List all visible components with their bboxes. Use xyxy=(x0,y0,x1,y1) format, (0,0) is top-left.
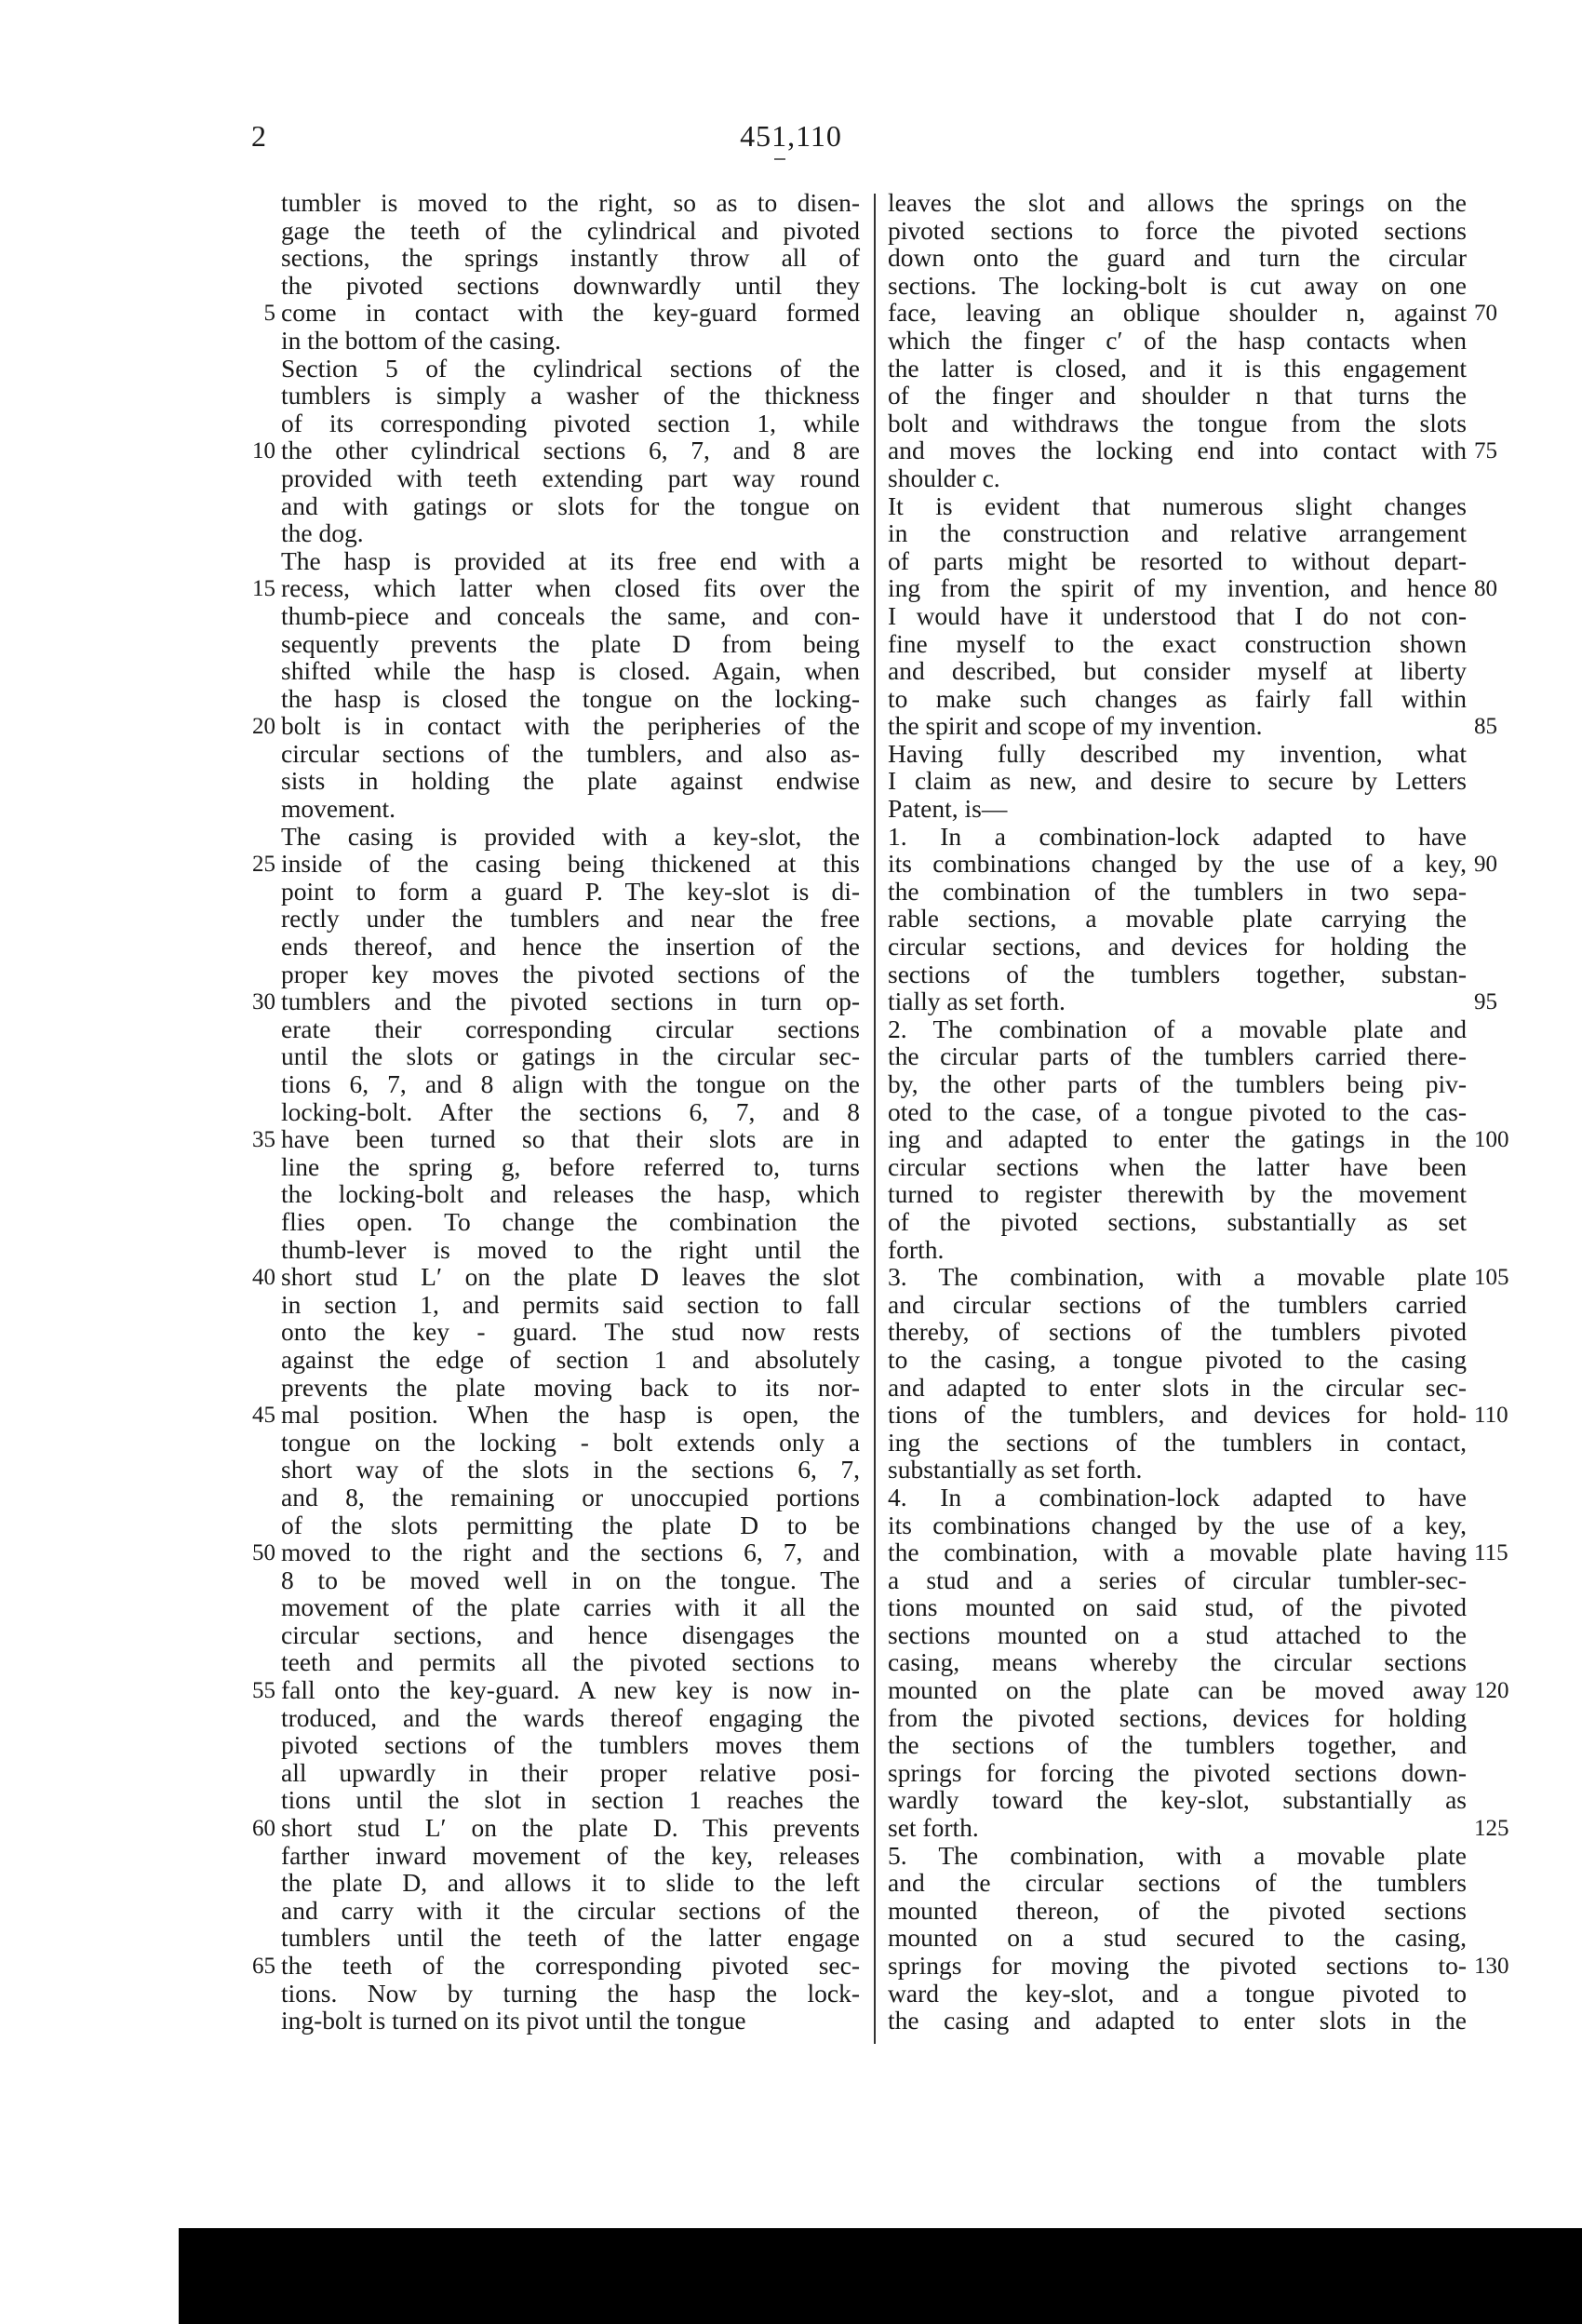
line-number: 110 xyxy=(1474,1403,1508,1429)
line-number: 105 xyxy=(1474,1265,1509,1291)
text-line: moved to the right and the sections 6, 7, and xyxy=(281,1538,860,1567)
text-line: leaves the slot and allows the springs on the xyxy=(888,188,1467,217)
text-line: have been turned so that their slots are in xyxy=(281,1124,860,1154)
text-line: Having fully described my invention, what xyxy=(888,738,1467,768)
line-number: 20 xyxy=(252,714,275,740)
text-line: erate their corresponding circular sections xyxy=(281,1014,860,1043)
text-line: in section 1, and permits said section to fall xyxy=(281,1289,860,1319)
text-line: 3. The combination, with a movable plate xyxy=(888,1262,1467,1292)
line-number: 50 xyxy=(252,1540,275,1566)
text-line: short way of the slots in the sections 6, 7, xyxy=(281,1455,860,1484)
text-line: of the slots permitting the plate D to be xyxy=(281,1510,860,1539)
text-line: the latter is closed, and it is this engagement xyxy=(888,353,1467,383)
text-line: of the finger and shoulder n that turns the xyxy=(888,381,1467,410)
line-number: 65 xyxy=(252,1954,275,1980)
text-line: movement of the plate carries with it all the xyxy=(281,1592,860,1622)
text-line: pivoted sections of the tumblers moves them xyxy=(281,1730,860,1760)
left-column xyxy=(281,189,860,2035)
text-line: gage the teeth of the cylindrical and pivoted xyxy=(281,215,860,245)
text-line: in the bottom of the casing. xyxy=(281,325,561,355)
scan-border-bar xyxy=(179,2228,1582,2324)
text-line: oted to the case, of a tongue pivoted to the cas- xyxy=(888,1096,1467,1126)
text-line: of the pivoted sections, substantially as set xyxy=(888,1206,1467,1236)
text-line: The hasp is provided at its free end with a xyxy=(281,545,860,575)
text-line: the spirit and scope of my invention. xyxy=(888,711,1263,741)
text-line: substantially as set forth. xyxy=(888,1455,1143,1484)
text-line: line the spring g, before referred to, turns xyxy=(281,1151,860,1181)
text-line: ends thereof, and hence the insertion of the xyxy=(281,932,860,961)
text-line: the plate D, and allows it to slide to the left xyxy=(281,1868,860,1898)
text-line: tions 6, 7, and 8 align with the tongue on the xyxy=(281,1069,860,1098)
line-number: 100 xyxy=(1474,1127,1509,1153)
text-line: recess, which latter when closed fits over the xyxy=(281,573,860,603)
text-line: ing the sections of the tumblers in contact, xyxy=(888,1427,1467,1457)
text-line: I claim as new, and desire to secure by Letters xyxy=(888,766,1467,796)
line-number: 125 xyxy=(1474,1816,1509,1842)
text-line: thumb-lever is moved to the right until the xyxy=(281,1234,860,1264)
text-line: which the finger c′ of the hasp contacts when xyxy=(888,325,1467,355)
text-line: of its corresponding pivoted section 1, while xyxy=(281,408,860,437)
text-line: thereby, of sections of the tumblers pivoted xyxy=(888,1317,1467,1347)
text-line: tongue on the locking - bolt extends only a xyxy=(281,1427,860,1457)
text-line: movement. xyxy=(281,794,396,824)
text-line: short stud L′ on the plate D leaves the slot xyxy=(281,1262,860,1292)
text-line: ing from the spirit of my invention, and hence xyxy=(888,573,1467,603)
patent-number: 451,110 xyxy=(740,119,842,153)
text-line: mal position. When the hasp is open, the xyxy=(281,1400,860,1430)
text-line: ward the key-slot, and a tongue pivoted to xyxy=(888,1978,1467,2008)
text-line: shifted while the hasp is closed. Again, when xyxy=(281,656,860,686)
text-line: ing-bolt is turned on its pivot until the tongue xyxy=(281,2006,746,2035)
text-line: and circular sections of the tumblers carried xyxy=(888,1289,1467,1319)
line-number: 90 xyxy=(1474,852,1497,878)
text-line: I would have it understood that I do not con- xyxy=(888,600,1467,630)
text-line: to make such changes as fairly fall within xyxy=(888,683,1467,713)
text-line: sections mounted on a stud attached to the xyxy=(888,1619,1467,1649)
line-number: 70 xyxy=(1474,301,1497,327)
text-line: 8 to be moved well in on the tongue. The xyxy=(281,1565,860,1594)
text-line: tions. Now by turning the hasp the lock- xyxy=(281,1978,860,2008)
text-line: the combination, with a movable plate having xyxy=(888,1538,1467,1567)
text-line: springs for moving the pivoted sections to- xyxy=(888,1951,1467,1980)
text-line: tumblers until the teeth of the latter engage xyxy=(281,1923,860,1953)
text-line: rectly under the tumblers and near the free xyxy=(281,904,860,934)
text-line: and adapted to enter slots in the circular sec- xyxy=(888,1372,1467,1402)
text-line: bolt and withdraws the tongue from the slots xyxy=(888,408,1467,437)
text-line: casing, means whereby the circular sections xyxy=(888,1647,1467,1677)
text-line: prevents the plate moving back to its nor- xyxy=(281,1372,860,1402)
text-line: its combinations changed by the use of a key, xyxy=(888,1510,1467,1539)
text-line: the circular parts of the tumblers carried there- xyxy=(888,1041,1467,1071)
line-number: 25 xyxy=(252,852,275,878)
right-column xyxy=(888,189,1467,2035)
text-line: and described, but consider myself at liberty xyxy=(888,656,1467,686)
text-line: tumblers and the pivoted sections in turn op- xyxy=(281,987,860,1016)
text-line: and carry with it the circular sections of the xyxy=(281,1895,860,1925)
text-line: ing and adapted to enter the gatings in the xyxy=(888,1124,1467,1154)
text-line: Section 5 of the cylindrical sections of the xyxy=(281,353,860,383)
header-mark xyxy=(774,158,785,160)
text-line: circular sections of the tumblers, and also as- xyxy=(281,738,860,768)
line-number: 45 xyxy=(252,1403,275,1429)
text-line: onto the key - guard. The stud now rests xyxy=(281,1317,860,1347)
line-number: 80 xyxy=(1474,576,1497,602)
text-line: the combination of the tumblers in two sepa- xyxy=(888,876,1467,906)
text-line: and moves the locking end into contact with xyxy=(888,436,1467,465)
text-line: sists in holding the plate against endwise xyxy=(281,766,860,796)
text-line: fine myself to the exact construction shown xyxy=(888,628,1467,658)
text-line: teeth and permits all the pivoted sections to xyxy=(281,1647,860,1677)
line-number: 15 xyxy=(252,576,275,602)
text-line: It is evident that numerous slight changes xyxy=(888,490,1467,520)
text-line: farther inward movement of the key, releases xyxy=(281,1840,860,1870)
text-line: inside of the casing being thickened at this xyxy=(281,849,860,879)
text-line: wardly toward the key-slot, substantially as xyxy=(888,1785,1467,1815)
text-line: the hasp is closed the tongue on the locking- xyxy=(281,683,860,713)
text-line: 4. In a combination-lock adapted to have xyxy=(888,1482,1467,1511)
text-line: sections. The locking-bolt is cut away on one xyxy=(888,270,1467,300)
text-line: 5. The combination, with a movable plate xyxy=(888,1840,1467,1870)
text-line: set forth. xyxy=(888,1813,979,1843)
text-line: fall onto the key-guard. A new key is now in- xyxy=(281,1675,860,1705)
text-line: the pivoted sections downwardly until they xyxy=(281,270,860,300)
line-number: 85 xyxy=(1474,714,1497,740)
text-line: forth. xyxy=(888,1234,945,1264)
text-line: a stud and a series of circular tumbler-sec- xyxy=(888,1565,1467,1594)
text-line: circular sections, and hence disengages the xyxy=(281,1619,860,1649)
text-line: the sections of the tumblers together, and xyxy=(888,1730,1467,1760)
text-line: and 8, the remaining or unoccupied portions xyxy=(281,1482,860,1511)
text-line: short stud L′ on the plate D. This prevents xyxy=(281,1813,860,1843)
line-number: 130 xyxy=(1474,1954,1509,1980)
text-line: rable sections, a movable plate carrying the xyxy=(888,904,1467,934)
text-line: tions until the slot in section 1 reaches the xyxy=(281,1785,860,1815)
line-number: 75 xyxy=(1474,438,1497,464)
text-line: thumb-piece and conceals the same, and con- xyxy=(281,600,860,630)
text-line: its combinations changed by the use of a key, xyxy=(888,849,1467,879)
text-line: mounted thereon, of the pivoted sections xyxy=(888,1895,1467,1925)
text-line: The casing is provided with a key-slot, the xyxy=(281,821,860,851)
text-line: the locking-bolt and releases the hasp, which xyxy=(281,1179,860,1209)
line-number: 35 xyxy=(252,1127,275,1153)
text-line: flies open. To change the combination the xyxy=(281,1206,860,1236)
line-number: 115 xyxy=(1474,1540,1508,1566)
page-number: 2 xyxy=(251,119,266,153)
text-line: all upwardly in their proper relative posi- xyxy=(281,1757,860,1787)
text-line: the teeth of the corresponding pivoted sec- xyxy=(281,1951,860,1980)
text-line: the dog. xyxy=(281,518,364,548)
text-line: against the edge of section 1 and absolutely xyxy=(281,1344,860,1374)
line-number: 5 xyxy=(263,301,275,327)
text-line: provided with teeth extending part way round xyxy=(281,463,860,492)
line-number: 40 xyxy=(252,1265,275,1291)
text-line: and the circular sections of the tumblers xyxy=(888,1868,1467,1898)
line-number: 95 xyxy=(1474,989,1497,1015)
line-number: 120 xyxy=(1474,1678,1509,1704)
text-line: and with gatings or slots for the tongue on xyxy=(281,490,860,520)
text-line: mounted on the plate can be moved away xyxy=(888,1675,1467,1705)
text-line: Patent, is— xyxy=(888,794,1008,824)
text-line: springs for forcing the pivoted sections down- xyxy=(888,1757,1467,1787)
text-line: sequently prevents the plate D from being xyxy=(281,628,860,658)
text-line: turned to register therewith by the movement xyxy=(888,1179,1467,1209)
text-line: troduced, and the wards thereof engaging the xyxy=(281,1702,860,1732)
text-line: tumblers is simply a washer of the thickness xyxy=(281,381,860,410)
text-line: 1. In a combination-lock adapted to have xyxy=(888,821,1467,851)
text-line: to the casing, a tongue pivoted to the casing xyxy=(888,1344,1467,1374)
text-line: down onto the guard and turn the circular xyxy=(888,243,1467,273)
text-line: sections, the springs instantly throw all of xyxy=(281,243,860,273)
text-line: in the construction and relative arrangement xyxy=(888,518,1467,548)
text-line: until the slots or gatings in the circular sec- xyxy=(281,1041,860,1071)
line-number: 60 xyxy=(252,1816,275,1842)
text-line: sections of the tumblers together, substan- xyxy=(888,959,1467,988)
text-line: come in contact with the key-guard formed xyxy=(281,298,860,328)
text-line: shoulder c. xyxy=(888,463,1000,492)
line-number: 10 xyxy=(252,438,275,464)
line-number: 55 xyxy=(252,1678,275,1704)
text-line: 2. The combination of a movable plate and xyxy=(888,1014,1467,1043)
text-line: tions of the tumblers, and devices for hold- xyxy=(888,1400,1467,1430)
text-line: from the pivoted sections, devices for holding xyxy=(888,1702,1467,1732)
text-line: face, leaving an oblique shoulder n, against xyxy=(888,298,1467,328)
text-line: pivoted sections to force the pivoted sections xyxy=(888,215,1467,245)
text-line: proper key moves the pivoted sections of the xyxy=(281,959,860,988)
text-line: by, the other parts of the tumblers being piv- xyxy=(888,1069,1467,1098)
text-line: tions mounted on said stud, of the pivoted xyxy=(888,1592,1467,1622)
column-divider xyxy=(874,194,876,2044)
text-line: circular sections when the latter have been xyxy=(888,1151,1467,1181)
text-line: of parts might be resorted to without depart- xyxy=(888,545,1467,575)
text-line: mounted on a stud secured to the casing, xyxy=(888,1923,1467,1953)
text-line: the other cylindrical sections 6, 7, and 8 are xyxy=(281,436,860,465)
text-line: tially as set forth. xyxy=(888,987,1066,1016)
text-line: tumbler is moved to the right, so as to disen- xyxy=(281,188,860,217)
text-line: the casing and adapted to enter slots in the xyxy=(888,2006,1467,2035)
line-number: 30 xyxy=(252,989,275,1015)
text-line: circular sections, and devices for holding the xyxy=(888,932,1467,961)
text-line: locking-bolt. After the sections 6, 7, and 8 xyxy=(281,1096,860,1126)
text-line: point to form a guard P. The key-slot is di- xyxy=(281,876,860,906)
text-line: bolt is in contact with the peripheries of the xyxy=(281,711,860,741)
